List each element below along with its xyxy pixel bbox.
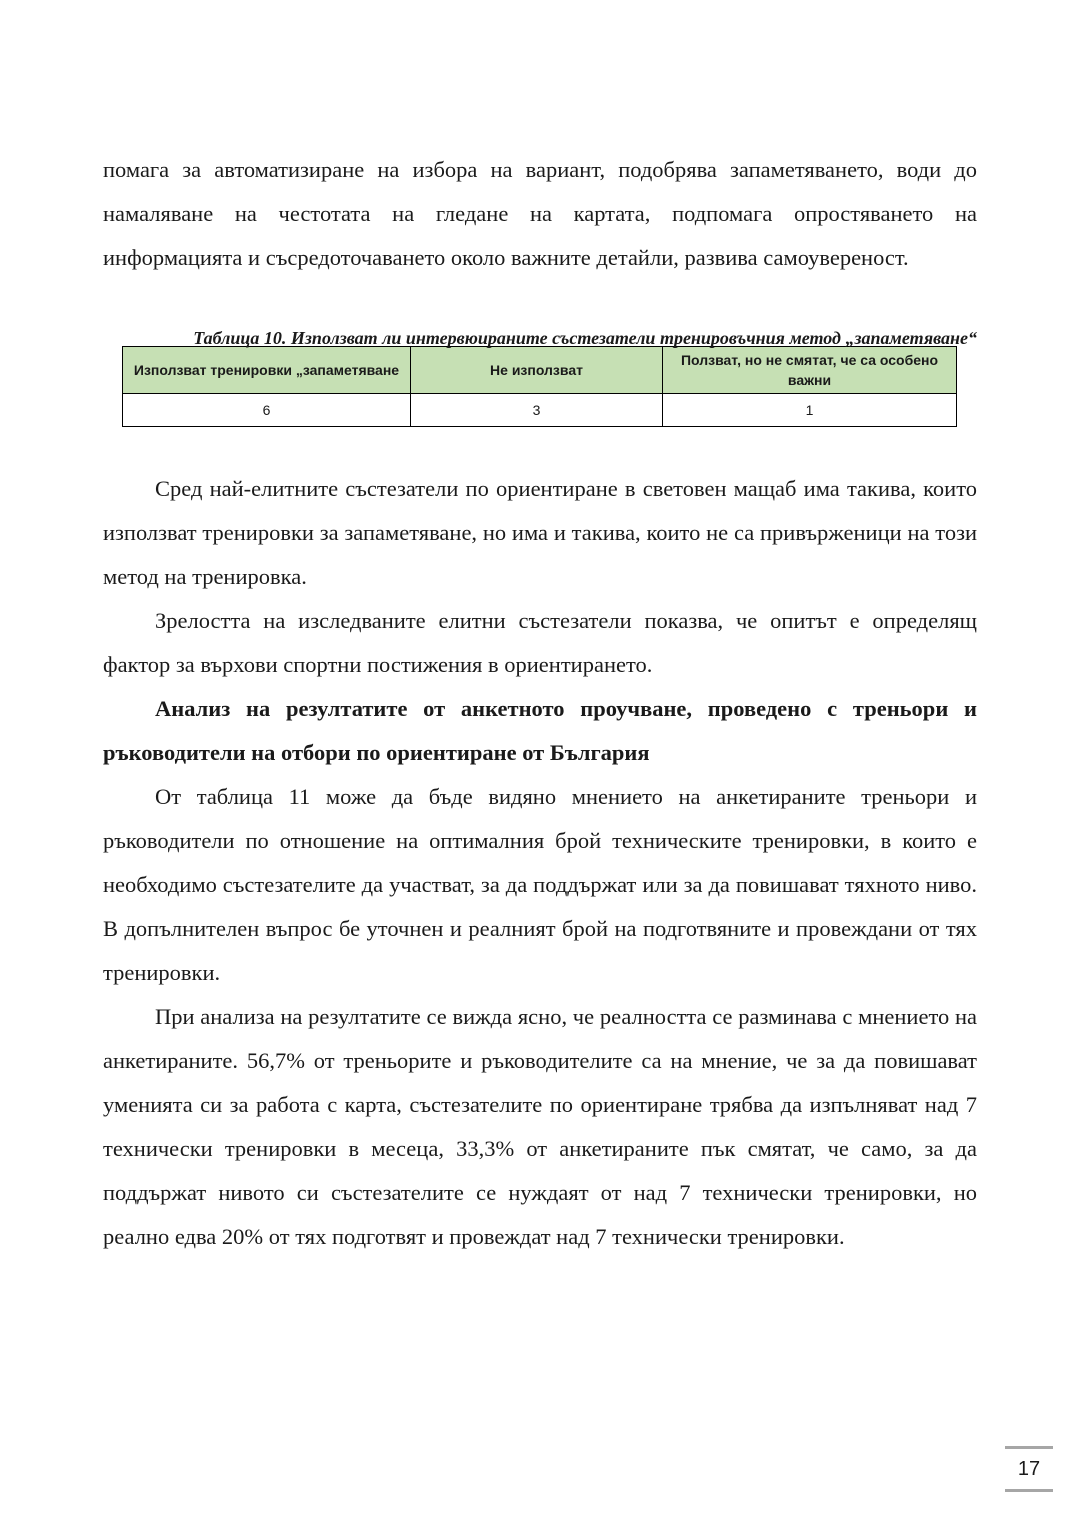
table-caption: Таблица 10. Използват ли интервюираните състезатели тренировъчния метод „запаметяване“ bbox=[193, 328, 977, 348]
page-number: 17 bbox=[1005, 1446, 1053, 1492]
table-header-cell: Използват тренировки „запаметяване bbox=[123, 347, 411, 394]
table-header-row bbox=[123, 347, 957, 394]
table-cell: 3 bbox=[411, 394, 663, 427]
paragraph-elite-athletes: Сред най-елитните състезатели по ориентиране в световен мащаб има такива, които използват тренировки за запаметяване, но има и такива, които не са привърженици на този метод на тренировка. bbox=[103, 476, 977, 589]
paragraph-table-11: От таблица 11 може да бъде видяно мнението на анкетираните треньори и ръководители по отношение на оптималния брой техническите тренировки, в които е необходимо състезателите да участват, за да поддържат или за да повишават тяхното ниво. В допълнителен въпрос бе уточнен и реалният брой на подготвяните и провеждани от тях тренировки. bbox=[103, 784, 977, 985]
table-header-cell: Не използват bbox=[411, 347, 663, 394]
table-cell: 6 bbox=[123, 394, 411, 427]
paragraph-intro: помага за автоматизиране на избора на вариант, подобрява запаметяването, води до намаляване на честотата на гледане на картата, подпомага опростяването на информацията и съсредоточаването около важните детайли, развива самоувереност. bbox=[103, 157, 977, 270]
table-cell: 1 bbox=[663, 394, 957, 427]
document-page bbox=[103, 148, 977, 1259]
table-row bbox=[123, 394, 957, 427]
table-header-cell: Ползват, но не смятат, че са особено важни bbox=[663, 347, 957, 394]
section-heading: Анализ на резултатите от анкетното проучване, проведено с треньори и ръководители на отбори по ориентиране от България bbox=[103, 696, 977, 765]
results-table bbox=[122, 346, 957, 427]
paragraph-analysis: При анализа на резултатите се вижда ясно, че реалността се разминава с мнението на анкетираните. 56,7% от треньорите и ръководителите са на мнение, че за да повишават уменията си за работа с карта, състезателите по ориентиране трябва да изпълняват над 7 технически тренировки в месеца, 33,3% от анкетираните пък смятат, че само, за да поддържат нивото си състезателите се нуждаят от над 7 технически тренировки, но реално едва 20% от тях подготвят и провеждат над 7 технически тренировки. bbox=[103, 1004, 977, 1249]
paragraph-maturity: Зрелостта на изследваните елитни състезатели показва, че опитът е определящ фактор за върхови спортни постижения в ориентирането. bbox=[103, 608, 977, 677]
